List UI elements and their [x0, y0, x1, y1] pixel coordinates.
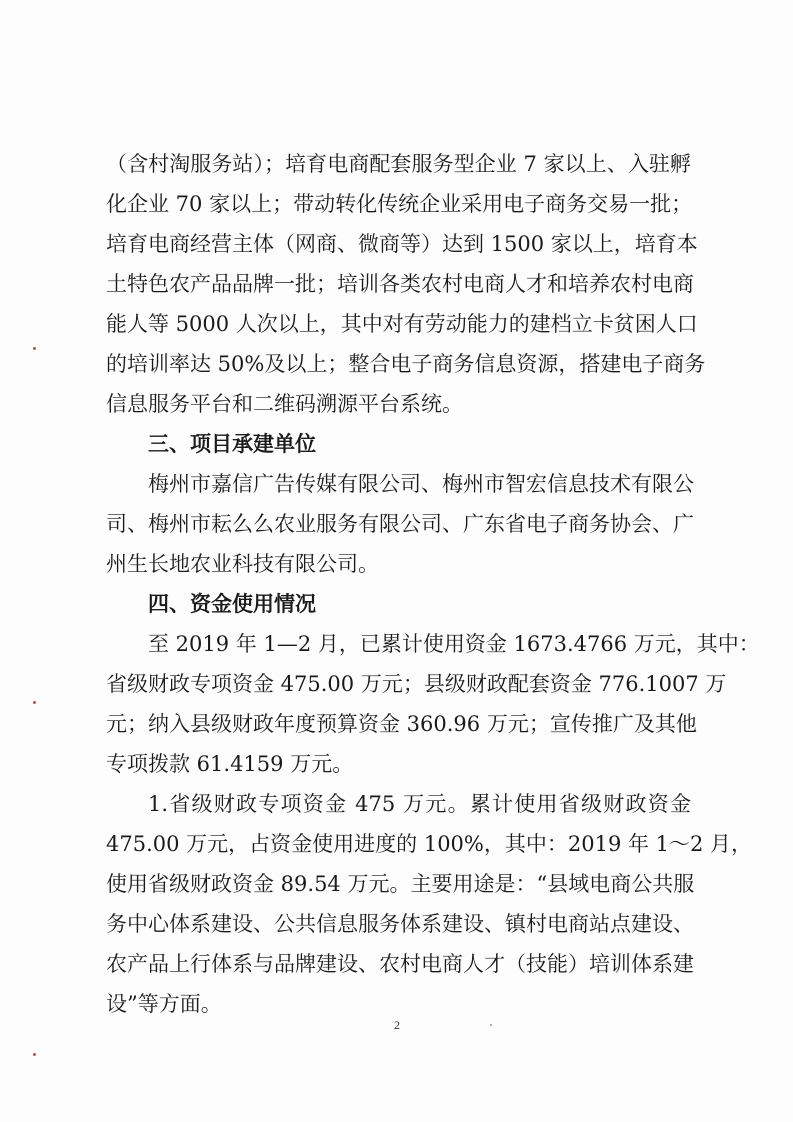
body-line: 信息服务平台和二维码溯源平台系统。: [106, 392, 463, 416]
body-line: 务中心体系建设、公共信息服务体系建设、镇村电商站点建设、: [106, 912, 694, 936]
body-line: 能人等 5000 人次以上，其中对有劳动能力的建档立卡贫困人口: [106, 312, 698, 336]
page-number: 2: [394, 1018, 400, 1032]
body-line: 土特色农产品品牌一批；培训各类农村电商人才和培养农村电商: [106, 272, 694, 296]
section-heading: 四、资金使用情况: [148, 592, 316, 616]
body-line: 农产品上行体系与品牌建设、农村电商人才（技能）培训体系建: [106, 952, 694, 976]
body-line: 1.省级财政专项资金 475 万元。累计使用省级财政资金: [148, 792, 691, 816]
body-line: （含村淘服务站）；培育电商配套服务型企业 7 家以上、入驻孵: [106, 152, 691, 176]
scan-speck: [33, 701, 36, 704]
body-line: 使用省级财政资金 89.54 万元。主要用途是：“县域电商公共服: [106, 872, 695, 896]
body-line: 的培训率达 50%及以上；整合电子商务信息资源，搭建电子商务: [106, 352, 706, 376]
body-line: 化企业 70 家以上；带动转化传统企业采用电子商务交易一批；: [106, 192, 693, 216]
body-line: 省级财政专项资金 475.00 万元；县级财政配套资金 776.1007 万: [106, 672, 727, 696]
body-line: 设”等方面。: [106, 992, 222, 1016]
body-line: 司、梅州市耘么么农业服务有限公司、广东省电子商务协会、广: [106, 512, 694, 536]
body-line: 梅州市嘉信广告传媒有限公司、梅州市智宏信息技术有限公: [148, 472, 694, 496]
scan-speck: [33, 1053, 36, 1056]
body-line: 州生长地农业科技有限公司。: [106, 552, 379, 576]
scan-speck: [33, 347, 36, 350]
body-line: 培育电商经营主体（网商、微商等）达到 1500 家以上，培育本: [106, 232, 698, 256]
body-line: 元；纳入县级财政年度预算资金 360.96 万元；宣传推广及其他: [106, 712, 697, 736]
section-heading: 三、项目承建单位: [148, 432, 316, 456]
scan-speck: [490, 1024, 492, 1026]
body-line: 专项拨款 61.4159 万元。: [106, 752, 354, 776]
body-line: 475.00 万元，占资金使用进度的 100%，其中：2019 年 1～2 月，: [106, 832, 753, 856]
body-line: 至 2019 年 1—2 月，已累计使用资金 1673.4766 万元，其中：: [148, 632, 760, 656]
